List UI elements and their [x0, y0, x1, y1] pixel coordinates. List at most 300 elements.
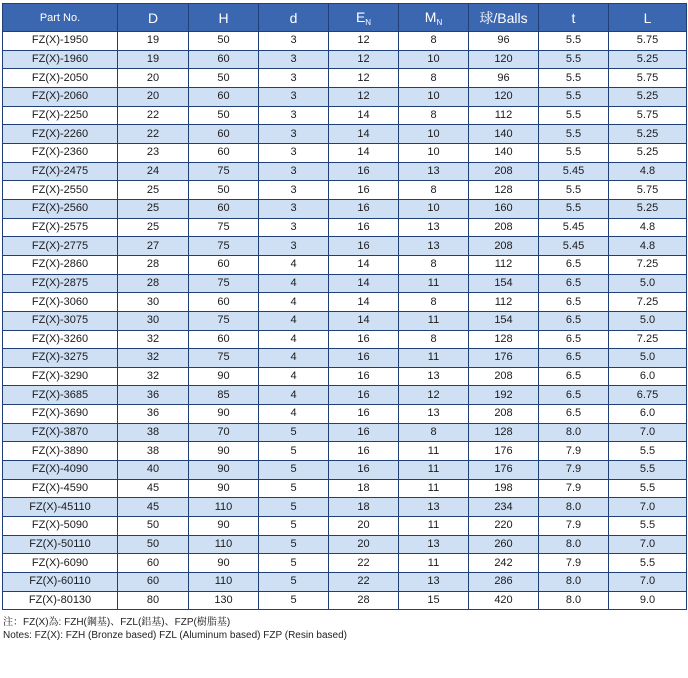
cell-d-small: 4	[259, 293, 329, 312]
cell-t: 6.5	[539, 311, 609, 330]
cell-t: 5.5	[539, 181, 609, 200]
header-l	[609, 4, 687, 32]
cell-d-outer: 25	[118, 181, 189, 200]
cell-l: 5.25	[609, 87, 687, 106]
table-row	[3, 218, 687, 237]
cell-balls: 208	[469, 162, 539, 181]
table-header	[3, 4, 687, 32]
header-d-small	[259, 4, 329, 32]
cell-h-height: 60	[189, 143, 259, 162]
cell-m-n: 11	[399, 461, 469, 480]
cell-part-no: FZ(X)-2860	[3, 255, 118, 274]
cell-l: 4.8	[609, 218, 687, 237]
cell-e-n: 16	[329, 349, 399, 368]
header-label: t	[571, 9, 576, 26]
cell-h-height: 60	[189, 255, 259, 274]
table-row	[3, 386, 687, 405]
cell-h-height: 75	[189, 237, 259, 256]
cell-l: 5.75	[609, 69, 687, 88]
table-row	[3, 69, 687, 88]
cell-e-n: 16	[329, 423, 399, 442]
cell-d-small: 3	[259, 237, 329, 256]
cell-m-n: 8	[399, 106, 469, 125]
cell-m-n: 11	[399, 554, 469, 573]
cell-d-small: 3	[259, 181, 329, 200]
cell-balls: 220	[469, 517, 539, 536]
cell-d-small: 3	[259, 218, 329, 237]
cell-d-small: 4	[259, 311, 329, 330]
cell-d-small: 3	[259, 143, 329, 162]
table-row	[3, 442, 687, 461]
cell-d-outer: 38	[118, 442, 189, 461]
cell-balls: 208	[469, 237, 539, 256]
cell-m-n: 8	[399, 255, 469, 274]
cell-d-outer: 32	[118, 367, 189, 386]
cell-e-n: 12	[329, 69, 399, 88]
cell-d-outer: 36	[118, 405, 189, 424]
cell-d-outer: 27	[118, 237, 189, 256]
cell-m-n: 8	[399, 423, 469, 442]
cell-t: 5.5	[539, 32, 609, 51]
cell-t: 6.5	[539, 405, 609, 424]
cell-h-height: 75	[189, 349, 259, 368]
cell-m-n: 11	[399, 349, 469, 368]
cell-balls: 128	[469, 181, 539, 200]
cell-e-n: 16	[329, 442, 399, 461]
cell-t: 6.5	[539, 274, 609, 293]
cell-e-n: 16	[329, 162, 399, 181]
cell-d-small: 4	[259, 367, 329, 386]
cell-e-n: 22	[329, 573, 399, 592]
cell-m-n: 13	[399, 405, 469, 424]
cell-h-height: 50	[189, 181, 259, 200]
cell-m-n: 13	[399, 498, 469, 517]
cell-t: 6.5	[539, 255, 609, 274]
cell-h-height: 60	[189, 330, 259, 349]
cell-l: 5.5	[609, 517, 687, 536]
cell-e-n: 16	[329, 461, 399, 480]
cell-h-height: 90	[189, 461, 259, 480]
cell-l: 5.5	[609, 554, 687, 573]
cell-t: 6.5	[539, 349, 609, 368]
cell-l: 5.75	[609, 106, 687, 125]
cell-e-n: 20	[329, 517, 399, 536]
header-label: 球/Balls	[479, 9, 528, 26]
table-row	[3, 143, 687, 162]
cell-d-small: 5	[259, 554, 329, 573]
cell-e-n: 16	[329, 237, 399, 256]
cell-balls: 140	[469, 143, 539, 162]
table-row	[3, 106, 687, 125]
cell-t: 8.0	[539, 591, 609, 610]
cell-t: 7.9	[539, 442, 609, 461]
cell-d-outer: 23	[118, 143, 189, 162]
cell-d-small: 4	[259, 255, 329, 274]
cell-l: 7.0	[609, 535, 687, 554]
cell-e-n: 16	[329, 367, 399, 386]
cell-m-n: 8	[399, 69, 469, 88]
cell-l: 7.25	[609, 330, 687, 349]
cell-t: 8.0	[539, 423, 609, 442]
cell-d-outer: 32	[118, 330, 189, 349]
table-row	[3, 255, 687, 274]
cell-d-small: 5	[259, 591, 329, 610]
cell-e-n: 14	[329, 274, 399, 293]
cell-l: 4.8	[609, 237, 687, 256]
cell-d-outer: 30	[118, 293, 189, 312]
cell-balls: 112	[469, 255, 539, 274]
cell-t: 8.0	[539, 573, 609, 592]
cell-l: 5.75	[609, 32, 687, 51]
cell-h-height: 90	[189, 442, 259, 461]
table-row	[3, 32, 687, 51]
cell-d-small: 3	[259, 50, 329, 69]
header-balls	[469, 4, 539, 32]
cell-part-no: FZ(X)-80130	[3, 591, 118, 610]
cell-h-height: 70	[189, 423, 259, 442]
header-m-n	[399, 4, 469, 32]
cell-part-no: FZ(X)-2775	[3, 237, 118, 256]
cell-m-n: 11	[399, 517, 469, 536]
cell-t: 5.5	[539, 69, 609, 88]
cell-t: 7.9	[539, 554, 609, 573]
cell-balls: 154	[469, 311, 539, 330]
table-row	[3, 535, 687, 554]
cell-part-no: FZ(X)-3275	[3, 349, 118, 368]
cell-d-small: 5	[259, 479, 329, 498]
cell-d-small: 4	[259, 330, 329, 349]
table-row	[3, 349, 687, 368]
cell-e-n: 16	[329, 199, 399, 218]
cell-h-height: 60	[189, 87, 259, 106]
cell-t: 5.45	[539, 237, 609, 256]
cell-d-outer: 60	[118, 573, 189, 592]
cell-e-n: 12	[329, 87, 399, 106]
cell-m-n: 13	[399, 367, 469, 386]
cell-d-small: 3	[259, 87, 329, 106]
cell-d-small: 5	[259, 517, 329, 536]
cell-h-height: 60	[189, 199, 259, 218]
cell-d-small: 5	[259, 573, 329, 592]
cell-d-outer: 45	[118, 479, 189, 498]
cell-balls: 192	[469, 386, 539, 405]
cell-balls: 128	[469, 423, 539, 442]
cell-l: 7.25	[609, 255, 687, 274]
table-row	[3, 573, 687, 592]
cell-h-height: 90	[189, 554, 259, 573]
table-row	[3, 461, 687, 480]
cell-l: 5.0	[609, 311, 687, 330]
cell-e-n: 18	[329, 479, 399, 498]
cell-t: 6.5	[539, 293, 609, 312]
cell-m-n: 11	[399, 479, 469, 498]
cell-part-no: FZ(X)-2260	[3, 125, 118, 144]
cell-l: 5.25	[609, 50, 687, 69]
cell-e-n: 20	[329, 535, 399, 554]
table-row	[3, 423, 687, 442]
table-row	[3, 517, 687, 536]
cell-balls: 176	[469, 442, 539, 461]
cell-d-small: 3	[259, 199, 329, 218]
table-row	[3, 311, 687, 330]
cell-m-n: 8	[399, 293, 469, 312]
header-subscript: N	[436, 17, 443, 27]
header-label: L	[643, 9, 652, 26]
cell-m-n: 13	[399, 237, 469, 256]
cell-m-n: 10	[399, 87, 469, 106]
cell-h-height: 50	[189, 106, 259, 125]
cell-m-n: 8	[399, 32, 469, 51]
cell-part-no: FZ(X)-45110	[3, 498, 118, 517]
header-label: E	[355, 8, 366, 25]
cell-l: 5.25	[609, 125, 687, 144]
cell-h-height: 130	[189, 591, 259, 610]
cell-l: 6.0	[609, 405, 687, 424]
cell-h-height: 90	[189, 367, 259, 386]
cell-m-n: 10	[399, 199, 469, 218]
note-english: Notes: FZ(X): FZH (Bronze based) FZL (Aluminum based) FZP (Resin based)	[3, 630, 347, 641]
cell-e-n: 16	[329, 405, 399, 424]
cell-balls: 120	[469, 50, 539, 69]
cell-m-n: 11	[399, 274, 469, 293]
cell-d-small: 5	[259, 535, 329, 554]
table-row	[3, 554, 687, 573]
header-subscript: N	[365, 17, 372, 27]
cell-l: 5.5	[609, 479, 687, 498]
cell-l: 5.0	[609, 274, 687, 293]
cell-t: 6.5	[539, 386, 609, 405]
cell-e-n: 14	[329, 255, 399, 274]
cell-d-small: 5	[259, 423, 329, 442]
cell-balls: 234	[469, 498, 539, 517]
cell-balls: 208	[469, 218, 539, 237]
cell-d-small: 3	[259, 69, 329, 88]
cell-t: 5.5	[539, 199, 609, 218]
cell-d-small: 5	[259, 498, 329, 517]
header-label: M	[424, 8, 437, 25]
cell-m-n: 10	[399, 125, 469, 144]
cell-balls: 112	[469, 106, 539, 125]
cell-d-outer: 19	[118, 50, 189, 69]
cell-part-no: FZ(X)-3690	[3, 405, 118, 424]
cell-l: 7.0	[609, 498, 687, 517]
cell-d-outer: 50	[118, 517, 189, 536]
cell-l: 5.75	[609, 181, 687, 200]
header-h-height	[189, 4, 259, 32]
cell-part-no: FZ(X)-60110	[3, 573, 118, 592]
table-row	[3, 479, 687, 498]
cell-m-n: 13	[399, 162, 469, 181]
table-row	[3, 498, 687, 517]
cell-d-outer: 22	[118, 125, 189, 144]
cell-d-small: 3	[259, 162, 329, 181]
cell-m-n: 13	[399, 535, 469, 554]
notes	[3, 616, 347, 642]
cell-h-height: 90	[189, 405, 259, 424]
table-row	[3, 405, 687, 424]
cell-d-outer: 24	[118, 162, 189, 181]
header-d-outer	[118, 4, 189, 32]
table-row	[3, 293, 687, 312]
cell-t: 5.5	[539, 125, 609, 144]
table-row	[3, 199, 687, 218]
cell-part-no: FZ(X)-5090	[3, 517, 118, 536]
cell-h-height: 110	[189, 573, 259, 592]
cell-h-height: 60	[189, 293, 259, 312]
cell-t: 5.5	[539, 143, 609, 162]
cell-e-n: 22	[329, 554, 399, 573]
cell-d-small: 4	[259, 405, 329, 424]
cell-balls: 176	[469, 349, 539, 368]
cell-l: 5.25	[609, 143, 687, 162]
cell-part-no: FZ(X)-3685	[3, 386, 118, 405]
cell-d-outer: 25	[118, 199, 189, 218]
cell-d-small: 4	[259, 274, 329, 293]
cell-e-n: 12	[329, 50, 399, 69]
header-label: H	[218, 9, 229, 26]
header-t	[539, 4, 609, 32]
table-row	[3, 237, 687, 256]
cell-e-n: 14	[329, 125, 399, 144]
cell-l: 9.0	[609, 591, 687, 610]
cell-d-small: 5	[259, 442, 329, 461]
cell-balls: 96	[469, 32, 539, 51]
table-row	[3, 181, 687, 200]
cell-t: 8.0	[539, 535, 609, 554]
header-row	[3, 4, 687, 32]
cell-part-no: FZ(X)-3260	[3, 330, 118, 349]
cell-part-no: FZ(X)-4090	[3, 461, 118, 480]
cell-d-small: 3	[259, 32, 329, 51]
cell-d-outer: 28	[118, 274, 189, 293]
cell-d-small: 4	[259, 349, 329, 368]
header-part-no	[3, 4, 118, 32]
cell-l: 5.5	[609, 442, 687, 461]
cell-e-n: 14	[329, 106, 399, 125]
cell-d-small: 3	[259, 106, 329, 125]
cell-e-n: 14	[329, 143, 399, 162]
table-row	[3, 330, 687, 349]
cell-part-no: FZ(X)-3890	[3, 442, 118, 461]
cell-t: 8.0	[539, 498, 609, 517]
cell-t: 7.9	[539, 461, 609, 480]
cell-h-height: 50	[189, 32, 259, 51]
cell-d-outer: 30	[118, 311, 189, 330]
cell-balls: 120	[469, 87, 539, 106]
table-row	[3, 591, 687, 610]
cell-t: 5.45	[539, 162, 609, 181]
cell-balls: 112	[469, 293, 539, 312]
cell-m-n: 10	[399, 143, 469, 162]
cell-t: 7.9	[539, 479, 609, 498]
table-body	[3, 32, 687, 610]
cell-balls: 260	[469, 535, 539, 554]
header-label: D	[147, 9, 159, 26]
cell-e-n: 12	[329, 32, 399, 51]
cell-e-n: 14	[329, 311, 399, 330]
cell-balls: 176	[469, 461, 539, 480]
cell-part-no: FZ(X)-1950	[3, 32, 118, 51]
cell-t: 5.5	[539, 50, 609, 69]
cell-part-no: FZ(X)-3290	[3, 367, 118, 386]
cell-m-n: 8	[399, 181, 469, 200]
cell-l: 6.0	[609, 367, 687, 386]
cell-d-outer: 22	[118, 106, 189, 125]
cell-m-n: 10	[399, 50, 469, 69]
cell-part-no: FZ(X)-2250	[3, 106, 118, 125]
cell-m-n: 12	[399, 386, 469, 405]
header-label: d	[289, 9, 298, 26]
cell-balls: 208	[469, 405, 539, 424]
table-row	[3, 162, 687, 181]
cell-h-height: 85	[189, 386, 259, 405]
cell-h-height: 75	[189, 274, 259, 293]
cell-d-small: 5	[259, 461, 329, 480]
cell-balls: 242	[469, 554, 539, 573]
cell-d-outer: 45	[118, 498, 189, 517]
cell-part-no: FZ(X)-50110	[3, 535, 118, 554]
cell-d-outer: 19	[118, 32, 189, 51]
cell-part-no: FZ(X)-2560	[3, 199, 118, 218]
cell-d-outer: 32	[118, 349, 189, 368]
cell-t: 7.9	[539, 517, 609, 536]
cell-h-height: 75	[189, 162, 259, 181]
cell-d-outer: 38	[118, 423, 189, 442]
cell-part-no: FZ(X)-3075	[3, 311, 118, 330]
cell-e-n: 16	[329, 218, 399, 237]
cell-e-n: 18	[329, 498, 399, 517]
cell-h-height: 90	[189, 517, 259, 536]
cell-d-outer: 36	[118, 386, 189, 405]
cell-l: 7.25	[609, 293, 687, 312]
cell-l: 5.0	[609, 349, 687, 368]
cell-d-outer: 50	[118, 535, 189, 554]
table-row	[3, 87, 687, 106]
note-chinese: 注：FZ(X)為: FZH(鋼基)、FZL(鋁基)、FZP(樹脂基)	[3, 617, 231, 628]
cell-balls: 198	[469, 479, 539, 498]
cell-balls: 140	[469, 125, 539, 144]
table-row	[3, 367, 687, 386]
cell-h-height: 110	[189, 535, 259, 554]
cell-m-n: 13	[399, 573, 469, 592]
cell-h-height: 75	[189, 311, 259, 330]
cell-l: 4.8	[609, 162, 687, 181]
cell-balls: 160	[469, 199, 539, 218]
cell-l: 6.75	[609, 386, 687, 405]
cell-part-no: FZ(X)-4590	[3, 479, 118, 498]
cell-m-n: 11	[399, 311, 469, 330]
cell-part-no: FZ(X)-3060	[3, 293, 118, 312]
cell-d-outer: 60	[118, 554, 189, 573]
cell-balls: 96	[469, 69, 539, 88]
cell-part-no: FZ(X)-6090	[3, 554, 118, 573]
cell-part-no: FZ(X)-1960	[3, 50, 118, 69]
cell-d-small: 3	[259, 125, 329, 144]
cell-e-n: 16	[329, 330, 399, 349]
cell-part-no: FZ(X)-2060	[3, 87, 118, 106]
cell-e-n: 16	[329, 181, 399, 200]
cell-h-height: 60	[189, 125, 259, 144]
cell-t: 5.5	[539, 106, 609, 125]
cell-balls: 154	[469, 274, 539, 293]
cell-part-no: FZ(X)-2050	[3, 69, 118, 88]
cell-l: 7.0	[609, 423, 687, 442]
cell-part-no: FZ(X)-2360	[3, 143, 118, 162]
cell-part-no: FZ(X)-2550	[3, 181, 118, 200]
cell-balls: 286	[469, 573, 539, 592]
cell-d-outer: 40	[118, 461, 189, 480]
table-row	[3, 125, 687, 144]
